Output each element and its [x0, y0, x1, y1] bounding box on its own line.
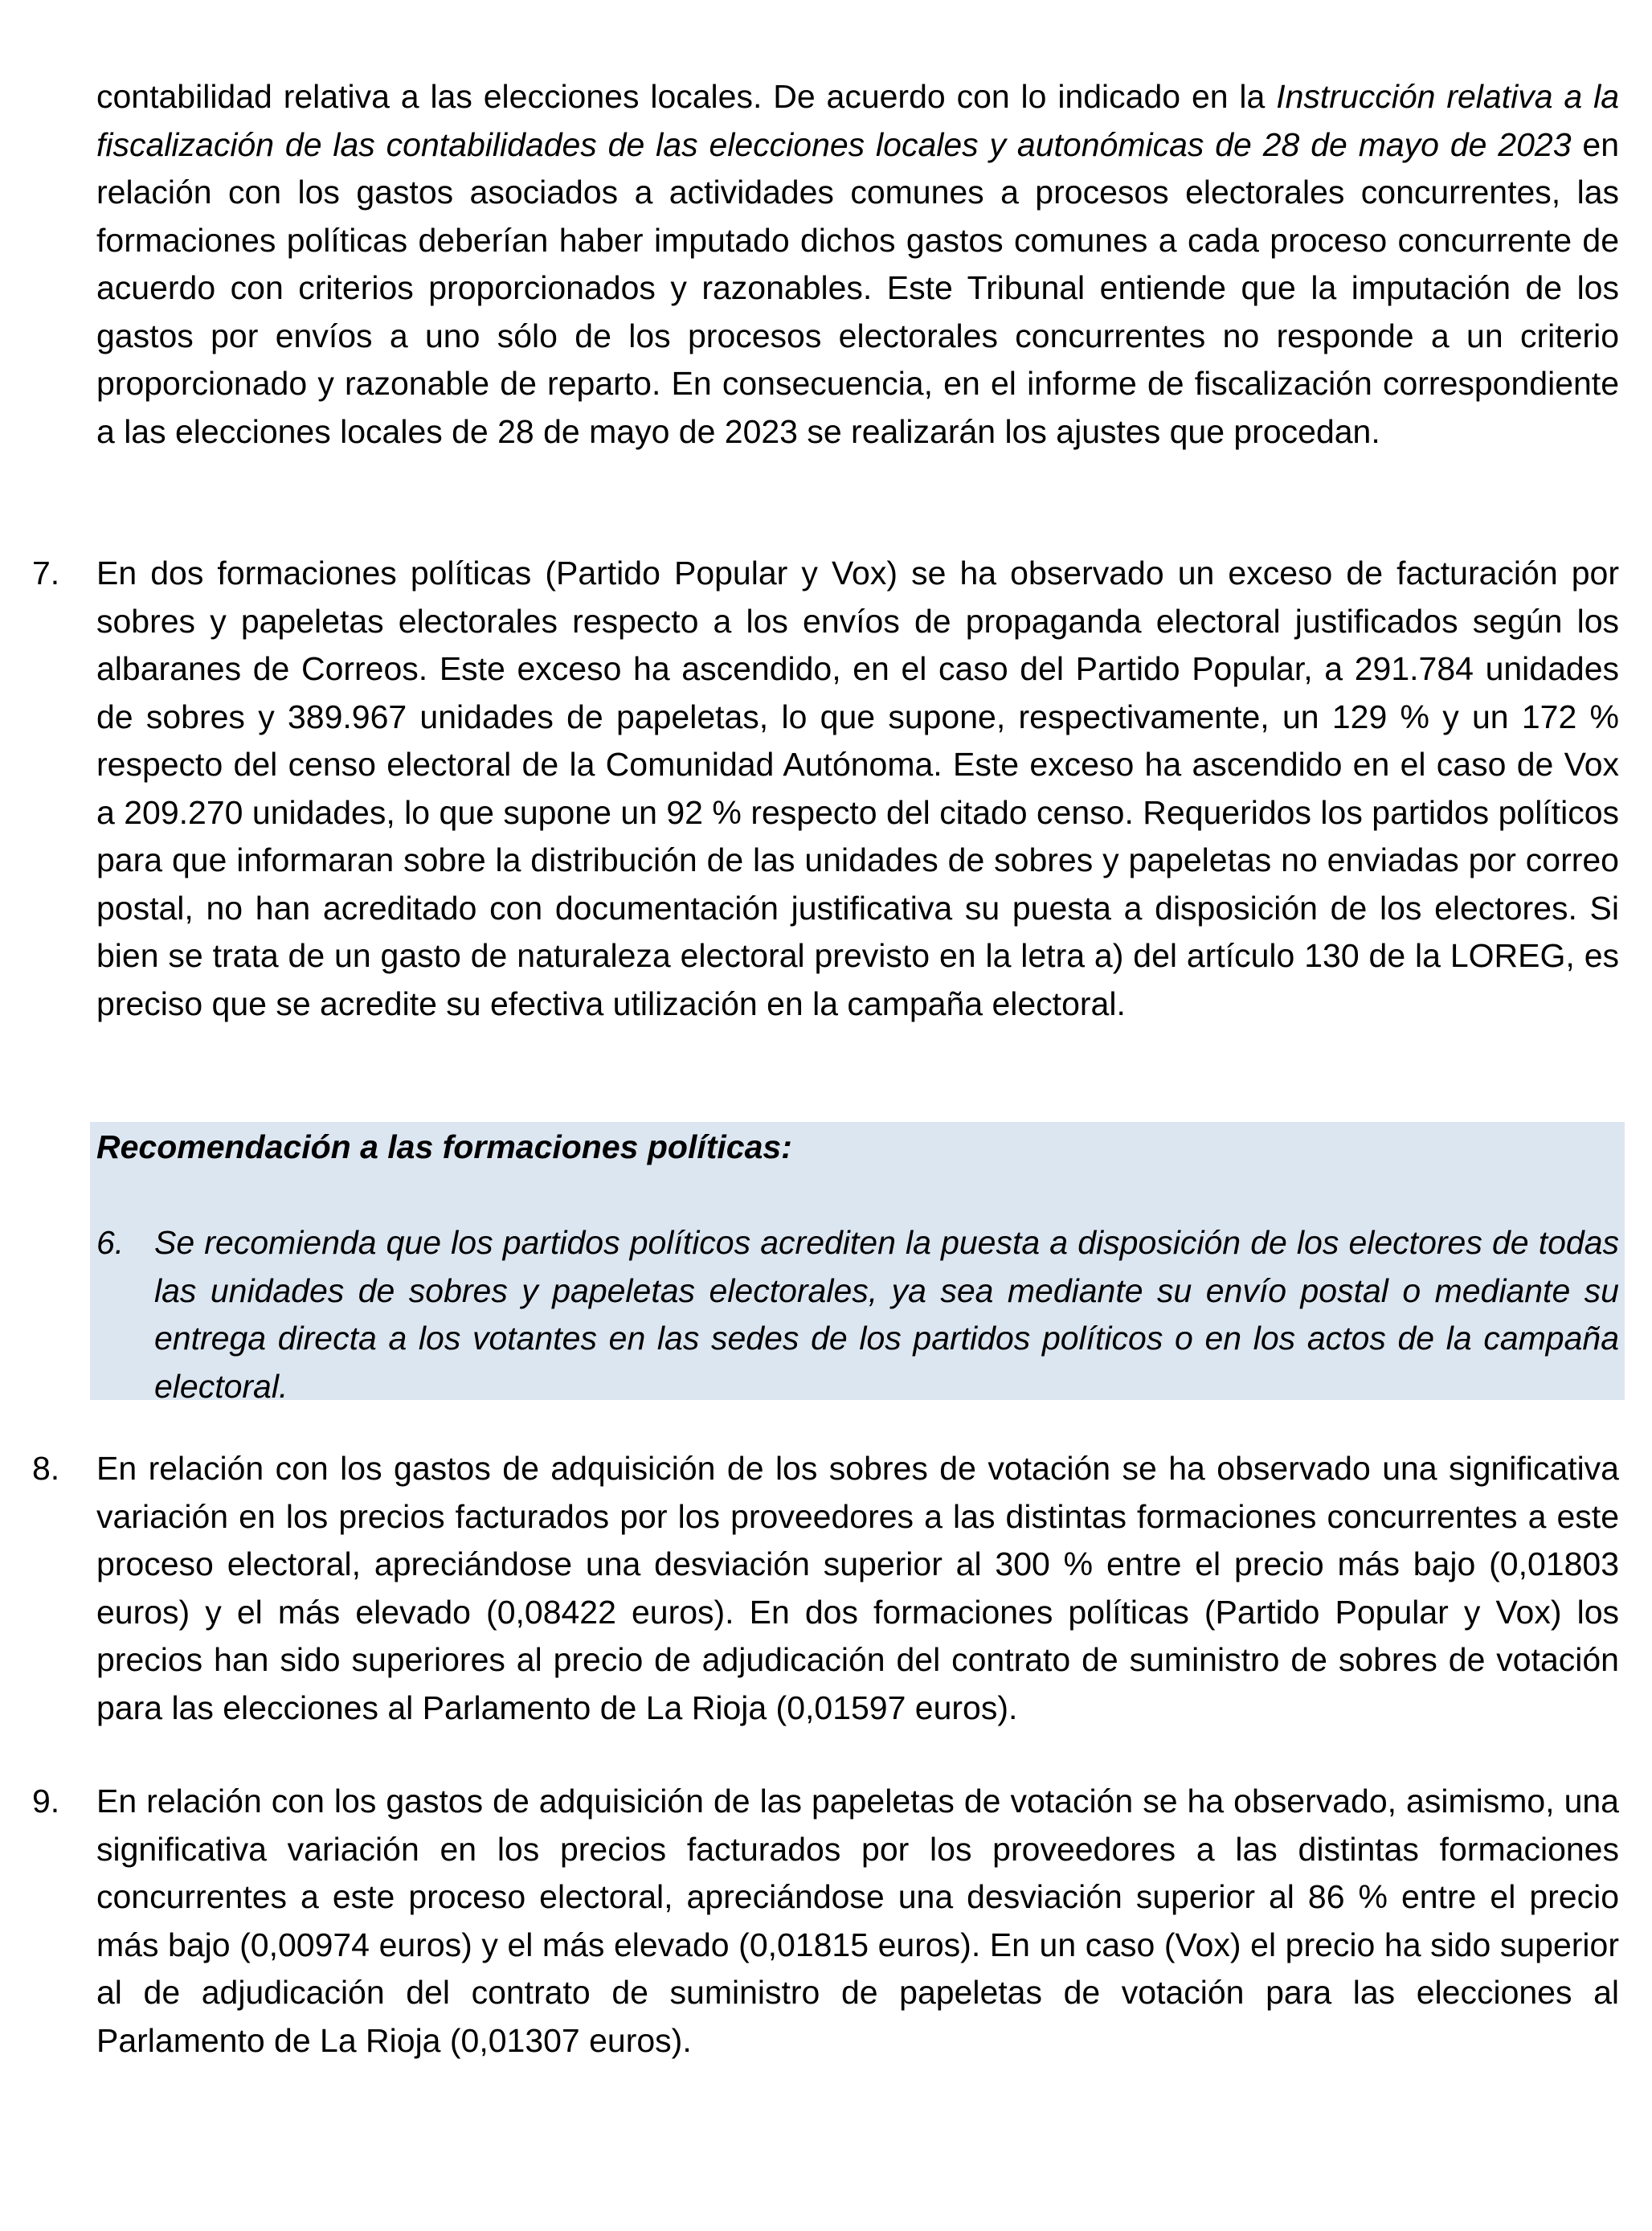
item-text: En dos formaciones políticas (Partido Popular y Vox) se ha observado un exceso de facturación por sobres y papeletas electorales respecto a los envíos de propaganda electoral justificados según los albaranes de Correos. Este exceso ha ascendido, en el caso del Partido Popular, a 291.784 unidades de sobres y 389.967 unidades de papeletas, lo que supone, respectivamente, un 129 % y un 172 % respecto del censo electoral de la Comunidad Autónoma. Este exceso ha ascendido en el caso de Vox a 209.270 unidades, lo que supone un 92 % respecto del citado censo. Requeridos los partidos políticos para que informaran sobre la distribución de las unidades de sobres y papeletas no enviadas por correo postal, no han acreditado con documentación justificativa su puesta a disposición de los electores. Si bien se trata de un gasto de naturaleza electoral previsto en la letra a) del artículo 130 de la LOREG, es preciso que se acredite su efectiva utilización en la campaña electoral. [96, 555, 1619, 1022]
item-number: 9. [32, 1783, 60, 1820]
item-text: En relación con los gastos de adquisición de los sobres de votación se ha observado una significativa variación en los precios facturados por los proveedores a las distintas formaciones concurrentes a este proceso electoral, apreciándose una desviación superior al 300 % entre el precio más bajo (0,01803 euros) y el más elevado (0,08422 euros). En dos formaciones políticas (Partido Popular y Vox) los precios han sido superiores al precio de adjudicación del contrato de suministro de sobres de votación para las elecciones al Parlamento de La Rioja (0,01597 euros). [96, 1450, 1619, 1726]
intro-paragraph [96, 73, 1619, 456]
item-number: 7. [32, 555, 60, 592]
list-item-9 [32, 1778, 1619, 2065]
item-text: En relación con los gastos de adquisición de las papeletas de votación se ha observado, asimismo, una significativa variación en los precios facturados por los proveedores a las distintas formaciones concurrentes a este proceso electoral, apreciándose una desviación superior al 86 % entre el precio más bajo (0,00974 euros) y el más elevado (0,01815 euros). En un caso (Vox) el precio ha sido superior al de adjudicación del contrato de suministro de papeletas de votación para las elecciones al Parlamento de La Rioja (0,01307 euros). [96, 1783, 1619, 2059]
intro-text-part2: en relación con los gastos asociados a actividades comunes a procesos electorales concurrentes, las formaciones políticas deberían haber imputado dichos gastos comunes a cada proceso concurrente de acuerdo con criterios proporcionados y razonables. Este Tribunal entiende que la imputación de los gastos por envíos a uno sólo de los procesos electorales concurrentes no responde a un criterio proporcionado y razonable de reparto. En consecuencia, en el informe de fiscalización correspondiente a las elecciones locales de 28 de mayo de 2023 se realizarán los ajustes que procedan. [96, 125, 1619, 450]
intro-text-part1: contabilidad relativa a las elecciones locales. De acuerdo con lo indicado en la [96, 78, 1277, 115]
item-number: 8. [32, 1450, 60, 1487]
recommendation-number: 6. [96, 1224, 125, 1261]
recommendation-text: Se recomienda que los partidos políticos acrediten la puesta a disposición de los electores de todas las unidades de sobres y papeletas electorales, ya sea mediante su envío postal o mediante su entrega directa a los votantes en las sedes de los partidos políticos o en los actos de la campaña electoral. [154, 1224, 1619, 1405]
recommendation-item [96, 1219, 1619, 1410]
list-item-7 [32, 550, 1619, 1028]
instruction-title: Instrucción relativa a la fiscalización de las contabilidades de las elecciones locales y autonómicas de 28 de mayo de 2023 [96, 78, 1619, 163]
recommendation-title: Recomendación a las formaciones políticas: [96, 1128, 792, 1165]
list-item-8 [32, 1445, 1619, 1732]
